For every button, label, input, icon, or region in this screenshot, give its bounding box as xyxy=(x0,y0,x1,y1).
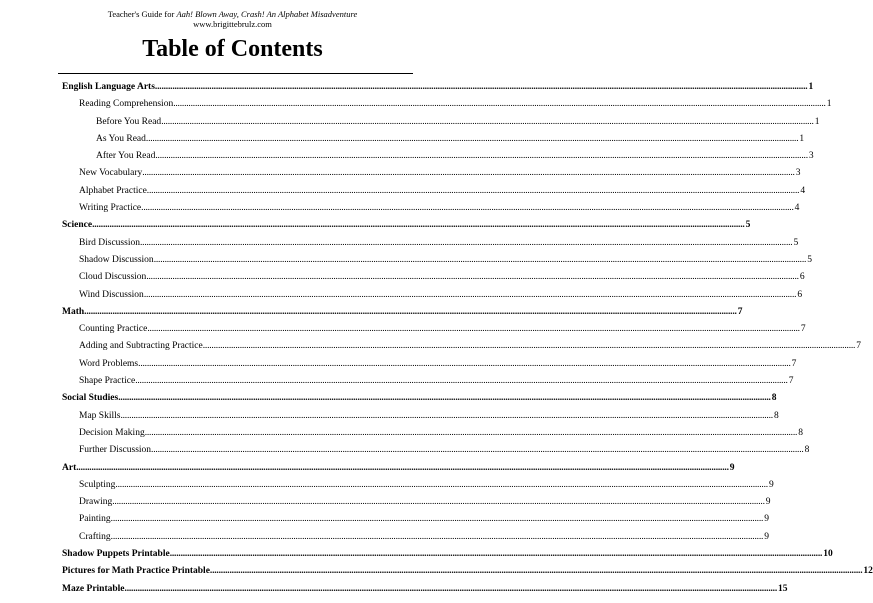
dot-leader: ............................................................................................................................................................................................................................................................................................................ xyxy=(120,410,773,421)
title-divider xyxy=(58,73,413,74)
toc-entry-page-number: 1 xyxy=(814,116,820,127)
toc-entry-page-number: 8 xyxy=(773,410,779,421)
toc-entry-page-number: 9 xyxy=(768,479,774,490)
toc-entry-label: Before You Read xyxy=(96,116,162,127)
toc-entry-label: Drawing xyxy=(79,497,113,508)
toc-entry[interactable] xyxy=(62,321,806,338)
header-book-title: Aah! Blown Away, Crash! An Alphabet Misadventure xyxy=(176,9,358,19)
toc-entry-label: Math xyxy=(62,306,85,317)
dot-leader: ............................................................................................................................................................................................................................................................................................................ xyxy=(146,185,800,196)
toc-entry[interactable] xyxy=(62,581,788,598)
toc-entry[interactable] xyxy=(62,165,801,182)
dot-leader: ............................................................................................................................................................................................................................................................................................................ xyxy=(202,341,856,352)
toc-entry-page-number: 3 xyxy=(795,168,801,179)
toc-entry-label: Decision Making xyxy=(79,427,145,438)
toc-entry-page-number: 12 xyxy=(863,566,873,577)
toc-entry-page-number: 8 xyxy=(798,427,803,438)
toc-entry-page-number: 6 xyxy=(799,272,805,283)
toc-entry[interactable] xyxy=(62,460,735,477)
toc-entry-label: Pictures for Math Practice Printable xyxy=(62,566,210,577)
toc-entry[interactable] xyxy=(62,390,777,407)
toc-entry-label: English Language Arts xyxy=(62,82,155,92)
toc-entry[interactable] xyxy=(62,304,743,321)
toc-entry-label: Map Skills xyxy=(79,410,121,421)
document-header xyxy=(0,9,465,29)
toc-entry[interactable] xyxy=(62,79,814,96)
toc-entry[interactable] xyxy=(62,356,797,373)
toc-entry[interactable] xyxy=(62,131,805,148)
toc-entry-page-number: 9 xyxy=(764,514,769,525)
toc-entry-page-number: 5 xyxy=(745,220,751,231)
dot-leader: ............................................................................................................................................................................................................................................................................................................ xyxy=(110,514,764,525)
toc-entry-page-number: 7 xyxy=(856,341,861,352)
dot-leader: ............................................................................................................................................................................................................................................................................................................ xyxy=(141,203,794,214)
toc-entry[interactable] xyxy=(62,442,810,459)
toc-entry-page-number: 9 xyxy=(729,462,735,473)
header-guide-title xyxy=(0,9,465,19)
dot-leader: ............................................................................................................................................................................................................................................................................................................ xyxy=(151,445,804,456)
toc-entry-page-number: 1 xyxy=(799,133,805,144)
toc-entry[interactable] xyxy=(62,563,873,580)
toc-entry-label: Maze Printable xyxy=(62,583,125,594)
toc-entry[interactable] xyxy=(62,235,799,252)
toc-entry[interactable] xyxy=(62,96,832,113)
toc-entry-label: After You Read xyxy=(96,151,156,162)
dot-leader: ............................................................................................................................................................................................................................................................................................................ xyxy=(124,583,778,594)
dot-leader: ............................................................................................................................................................................................................................................................................................................ xyxy=(84,306,737,317)
dot-leader: ............................................................................................................................................................................................................................................................................................................ xyxy=(147,324,800,335)
dot-leader: ............................................................................................................................................................................................................................................................................................................ xyxy=(142,168,795,179)
toc-entry-label: As You Read xyxy=(96,133,146,144)
toc-entry[interactable] xyxy=(62,425,803,442)
toc-entry-label: Science xyxy=(62,220,93,231)
toc-entry-label: Adding and Subtracting Practice xyxy=(79,341,203,352)
toc-entry[interactable] xyxy=(62,114,820,131)
toc-entry-page-number: 1 xyxy=(808,82,814,92)
toc-entry[interactable] xyxy=(62,217,751,234)
toc-entry-label: Further Discussion xyxy=(79,445,152,456)
dot-leader: ............................................................................................................................................................................................................................................................................................................ xyxy=(153,254,807,265)
dot-leader: ............................................................................................................................................................................................................................................................................................................ xyxy=(146,272,799,283)
page-title: Table of Contents xyxy=(142,36,323,62)
toc-entry-label: New Vocabulary xyxy=(79,168,143,179)
toc-entry-page-number: 5 xyxy=(793,237,799,248)
toc-entry-label: Alphabet Practice xyxy=(79,185,147,196)
dot-leader: ............................................................................................................................................................................................................................................................................................................ xyxy=(112,497,765,508)
toc-entry-label: Cloud Discussion xyxy=(79,272,147,283)
header-website: www.brigittebrulz.com xyxy=(193,19,272,29)
toc-entry-page-number: 5 xyxy=(807,254,812,265)
dot-leader: ............................................................................................................................................................................................................................................................................................................ xyxy=(154,82,808,92)
toc-entry-label: Wind Discussion xyxy=(79,289,144,300)
toc-entry-label: Shape Practice xyxy=(79,376,136,387)
toc-entry-page-number: 7 xyxy=(800,324,806,335)
toc-entry-page-number: 9 xyxy=(764,531,769,542)
toc-entry-label: Shadow Puppets Printable xyxy=(62,549,170,560)
toc-entry[interactable] xyxy=(62,511,769,528)
toc-entry[interactable] xyxy=(62,477,774,494)
toc-entry[interactable] xyxy=(62,546,833,563)
toc-entry-page-number: 4 xyxy=(794,203,800,214)
dot-leader: ............................................................................................................................................................................................................................................................................................................ xyxy=(209,566,863,577)
toc-entry-page-number: 1 xyxy=(826,99,832,110)
toc-entry-page-number: 3 xyxy=(808,151,814,162)
toc-entry[interactable] xyxy=(62,287,803,304)
dot-leader: ............................................................................................................................................................................................................................................................................................................ xyxy=(118,393,771,404)
toc-entry-page-number: 9 xyxy=(765,497,771,508)
toc-entry-label: Writing Practice xyxy=(79,203,142,214)
dot-leader: ............................................................................................................................................................................................................................................................................................................ xyxy=(143,289,797,300)
dot-leader: ............................................................................................................................................................................................................................................................................................................ xyxy=(115,479,768,490)
toc-entry[interactable] xyxy=(62,200,800,217)
dot-leader: ............................................................................................................................................................................................................................................................................................................ xyxy=(161,116,814,127)
dot-leader: ............................................................................................................................................................................................................................................................................................................ xyxy=(139,237,793,248)
toc-entry-label: Reading Comprehension xyxy=(79,99,174,110)
toc-entry[interactable] xyxy=(62,529,769,546)
toc-entry-page-number: 15 xyxy=(778,583,788,594)
toc-entry[interactable] xyxy=(62,373,794,390)
toc-entry[interactable] xyxy=(62,183,806,200)
table-of-contents xyxy=(62,79,873,598)
dot-leader: ............................................................................................................................................................................................................................................................................................................ xyxy=(138,358,791,369)
toc-entry-page-number: 7 xyxy=(788,376,794,387)
toc-entry-page-number: 7 xyxy=(791,358,797,369)
dot-leader: ............................................................................................................................................................................................................................................................................................................ xyxy=(144,427,798,438)
dot-leader: ............................................................................................................................................................................................................................................................................................................ xyxy=(76,462,729,473)
toc-entry[interactable] xyxy=(62,148,814,165)
toc-entry-label: Sculpting xyxy=(79,479,116,490)
toc-entry[interactable] xyxy=(62,252,812,269)
dot-leader: ............................................................................................................................................................................................................................................................................................................ xyxy=(169,549,823,560)
toc-entry-label: Bird Discussion xyxy=(79,237,140,248)
toc-entry[interactable] xyxy=(62,338,861,355)
toc-entry-label: Shadow Discussion xyxy=(79,254,154,265)
toc-entry-label: Word Problems xyxy=(79,358,139,369)
toc-entry[interactable] xyxy=(62,494,771,511)
toc-entry-label: Painting xyxy=(79,514,111,525)
header-prefix: Teacher's Guide for xyxy=(107,9,177,19)
toc-entry-label: Counting Practice xyxy=(79,324,148,335)
toc-entry-page-number: 6 xyxy=(797,289,803,300)
dot-leader: ............................................................................................................................................................................................................................................................................................................ xyxy=(92,220,745,231)
toc-entry-page-number: 7 xyxy=(737,306,743,317)
toc-entry[interactable] xyxy=(62,408,779,425)
dot-leader: ............................................................................................................................................................................................................................................................................................................ xyxy=(173,99,826,110)
toc-entry-label: Crafting xyxy=(79,531,111,542)
dot-leader: ............................................................................................................................................................................................................................................................................................................ xyxy=(110,531,764,542)
toc-entry-label: Art xyxy=(62,462,77,473)
toc-entry-page-number: 10 xyxy=(823,549,833,560)
dot-leader: ............................................................................................................................................................................................................................................................................................................ xyxy=(135,376,788,387)
toc-entry[interactable] xyxy=(62,269,805,286)
dot-leader: ............................................................................................................................................................................................................................................................................................................ xyxy=(155,151,808,162)
toc-entry-page-number: 4 xyxy=(800,185,806,196)
toc-entry-label: Social Studies xyxy=(62,393,119,404)
dot-leader: ............................................................................................................................................................................................................................................................................................................ xyxy=(145,133,799,144)
toc-entry-page-number: 8 xyxy=(804,445,810,456)
toc-entry-page-number: 8 xyxy=(771,393,777,404)
